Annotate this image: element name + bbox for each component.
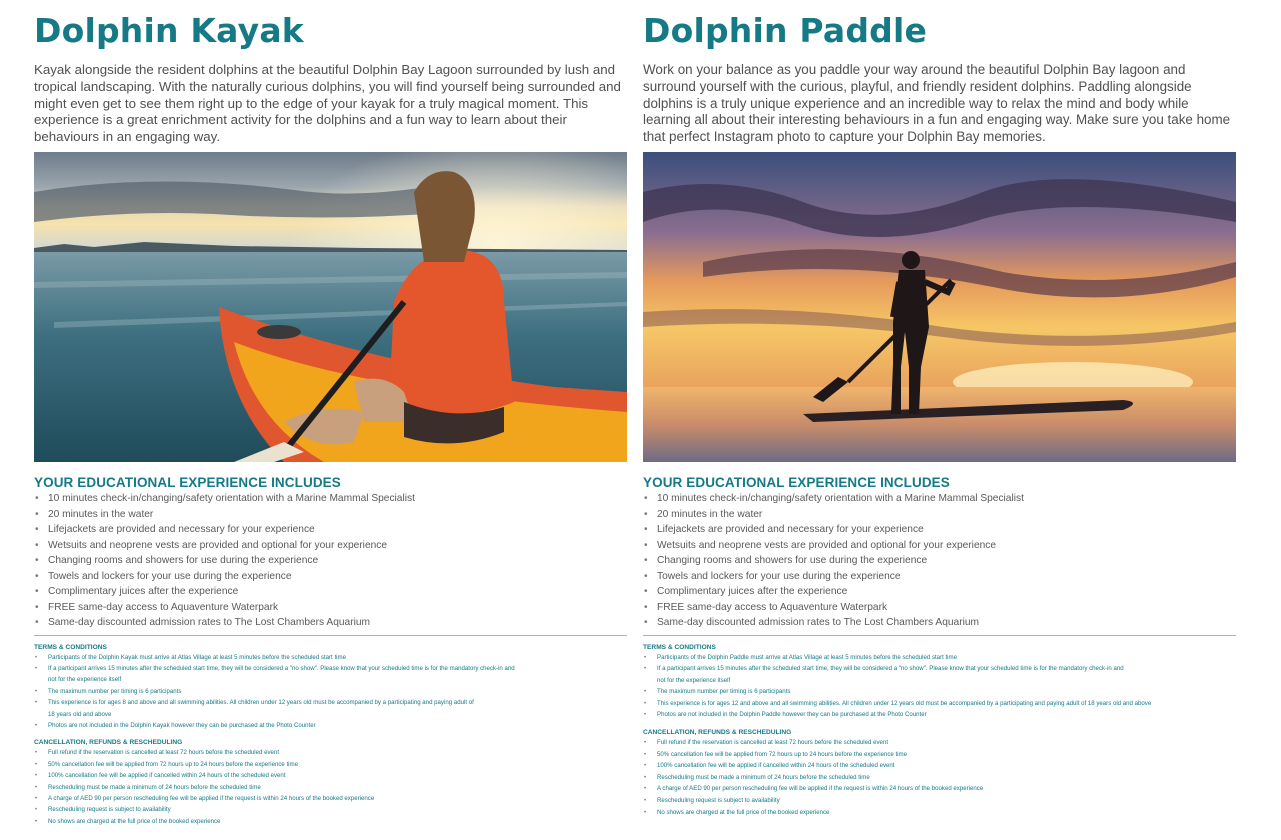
list-item: • If a participant arrives 15 minutes after the scheduled start time, they will be considered a "no show". Please know that your scheduled time is for the mandatory check-in and (643, 663, 1238, 675)
list-item: • FREE same-day access to Aquaventure Waterpark (643, 600, 1238, 616)
paddle-cancellation-list (643, 737, 1238, 818)
list-item: • The maximum number per timing is 6 participants (34, 686, 629, 697)
list-item: • Participants of the Dolphin Kayak must arrive at Atlas Village at least 5 minutes before the scheduled start time (34, 652, 629, 663)
list-item: • Towels and lockers for your use during the experience (643, 569, 1238, 585)
list-item: • This experience is for ages 12 and above and all swimming abilities. All children under 12 years old must be accompanied by a participating and paying adult of 18 years old and above (643, 698, 1238, 710)
list-item: • 100% cancellation fee will be applied if cancelled within 24 hours of the scheduled event (643, 760, 1238, 772)
list-item: • 10 minutes check-in/changing/safety orientation with a Marine Mammal Specialist (34, 491, 629, 507)
list-item: • A charge of AED 90 per person rescheduling fee will be applied if the request is within 24 hours of the booked experience (34, 793, 629, 804)
list-item: • Full refund if the reservation is cancelled at least 72 hours before the scheduled event (643, 737, 1238, 749)
list-item: • Full refund if the reservation is cancelled at least 72 hours before the scheduled event (34, 747, 629, 758)
list-item: • 10 minutes check-in/changing/safety orientation with a Marine Mammal Specialist (643, 491, 1238, 507)
paddle-includes-list (643, 491, 1238, 631)
list-item: • Rescheduling request is subject to availability (643, 795, 1238, 807)
list-item: • Rescheduling must be made a minimum of 24 hours before the scheduled time (643, 772, 1238, 784)
paddle-photo (643, 152, 1236, 462)
list-item: 18 years old and above (48, 710, 112, 718)
kayak-title: Dolphin Kayak (34, 11, 304, 50)
list-item: • No shows are charged at the full price of the booked experience (34, 816, 629, 827)
list-item: • Lifejackets are provided and necessary for your experience (643, 522, 1238, 538)
list-item: • Rescheduling must be made a minimum of 24 hours before the scheduled time (34, 782, 629, 793)
divider (643, 635, 1236, 636)
list-item: • Complimentary juices after the experience (643, 584, 1238, 600)
list-item: • 50% cancellation fee will be applied from 72 hours up to 24 hours before the experience time (643, 749, 1238, 761)
paddle-terms-list (643, 652, 1238, 722)
kayak-intro: Kayak alongside the resident dolphins at the beautiful Dolphin Bay Lagoon surrounded by lush and tropical landscaping. With the naturally curious dolphins, you will find yourself being surrounded and might even get to see them right up to the edge of your kayak for a truly magical moment. This experience is a great enrichment activity for the dolphins and a fun way to learn about their behaviours in an engaging way. (34, 62, 621, 145)
list-item: • If a participant arrives 15 minutes after the scheduled start time, they will be considered a "no show". Please know that your scheduled time is for the mandatory check-in and (34, 663, 629, 674)
paddle-illustration (643, 152, 1236, 462)
list-item: • Rescheduling request is subject to availability (34, 804, 629, 815)
dolphin-kayak-section (34, 0, 629, 827)
list-item: • Same-day discounted admission rates to The Lost Chambers Aquarium (643, 615, 1238, 631)
list-item: not for the experience itself (48, 676, 122, 684)
list-item: • This experience is for ages 8 and above and all swimming abilities. All children under 12 years old must be accompanied by a participating and paying adult of (34, 697, 629, 708)
list-item: • Complimentary juices after the experience (34, 584, 629, 600)
list-item: • No shows are charged at the full price of the booked experience (643, 807, 1238, 819)
list-item: • A charge of AED 90 per person rescheduling fee will be applied if the request is within 24 hours of the booked experience (643, 783, 1238, 795)
list-item: • 20 minutes in the water (34, 507, 629, 523)
dolphin-paddle-section (643, 0, 1238, 818)
list-item: • FREE same-day access to Aquaventure Waterpark (34, 600, 629, 616)
list-item: • Wetsuits and neoprene vests are provided and optional for your experience (34, 538, 629, 554)
kayak-photo (34, 152, 627, 462)
paddle-includes-heading: YOUR EDUCATIONAL EXPERIENCE INCLUDES (643, 475, 950, 490)
list-item: • Towels and lockers for your use during the experience (34, 569, 629, 585)
list-item: • Lifejackets are provided and necessary for your experience (34, 522, 629, 538)
list-item: • Wetsuits and neoprene vests are provided and optional for your experience (643, 538, 1238, 554)
list-item: • 20 minutes in the water (643, 507, 1238, 523)
list-item: • Changing rooms and showers for use during the experience (643, 553, 1238, 569)
list-item: • Same-day discounted admission rates to The Lost Chambers Aquarium (34, 615, 629, 631)
kayak-cancellation-heading: CANCELLATION, REFUNDS & RESCHEDULING (34, 739, 183, 747)
divider (34, 635, 627, 636)
kayak-includes-list (34, 491, 629, 631)
list-item: • 50% cancellation fee will be applied from 72 hours up to 24 hours before the experience time (34, 759, 629, 770)
paddle-terms-heading: TERMS & CONDITIONS (643, 643, 716, 651)
kayak-illustration (34, 152, 627, 462)
list-item: • Participants of the Dolphin Paddle must arrive at Atlas Village at least 5 minutes before the scheduled start time (643, 652, 1238, 664)
paddle-title: Dolphin Paddle (643, 11, 928, 50)
kayak-terms-heading: TERMS & CONDITIONS (34, 643, 107, 651)
list-item: • Changing rooms and showers for use during the experience (34, 553, 629, 569)
list-item: not for the experience itself (657, 676, 731, 684)
list-item: • 100% cancellation fee will be applied if cancelled within 24 hours of the scheduled event (34, 770, 629, 781)
list-item: • Photos are not included in the Dolphin Paddle however they can be purchased at the Photo Counter (643, 709, 1238, 721)
paddle-cancellation-heading: CANCELLATION, REFUNDS & RESCHEDULING (643, 729, 792, 737)
paddle-intro: Work on your balance as you paddle your way around the beautiful Dolphin Bay lagoon and surround yourself with the curious, playful, and friendly resident dolphins. Paddling alongside dolphins is a truly unique experience and an incredible way to relax the mind and body while learning all about their interesting behaviours in a fun and engaging way. Make sure you take home that perfect Instagram photo to capture your Dolphin Bay memories. (643, 62, 1231, 145)
kayak-includes-heading: YOUR EDUCATIONAL EXPERIENCE INCLUDES (34, 475, 341, 490)
kayak-cancellation-list (34, 747, 629, 827)
kayak-terms-list (34, 652, 629, 732)
list-item: • The maximum number per timing is 6 participants (643, 686, 1238, 698)
list-item: • Photos are not included in the Dolphin Kayak however they can be purchased at the Photo Counter (34, 720, 629, 731)
